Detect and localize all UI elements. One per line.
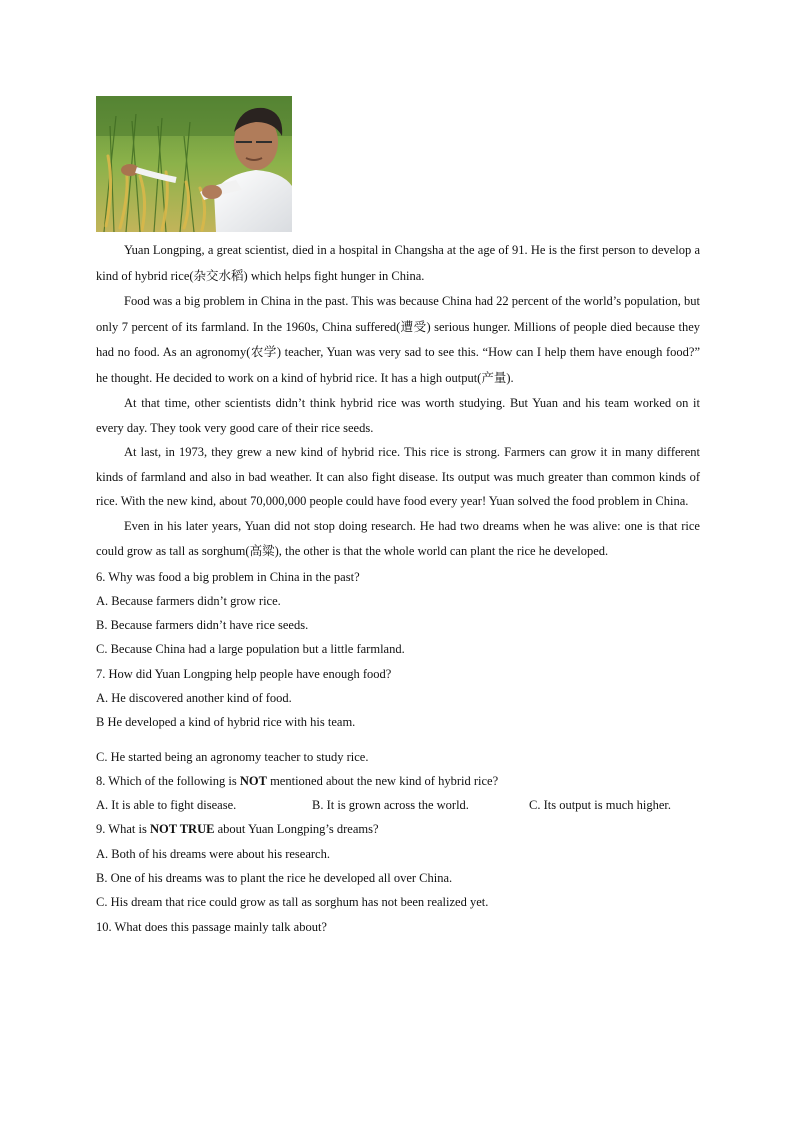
- answer-option: B. It is grown across the world.: [312, 798, 469, 813]
- answer-option: A. Both of his dreams were about his research.: [96, 846, 330, 861]
- spacer: [96, 735, 700, 745]
- question-stem: 6. Why was food a big problem in China in the past?: [96, 569, 360, 584]
- question-stem-text: about Yuan Longping’s dreams?: [214, 822, 379, 837]
- question-stem-text: 9. What is: [96, 822, 150, 837]
- answer-option: A. It is able to fight disease.: [96, 798, 237, 813]
- answer-option: C. His dream that rice could grow as tall as sorghum has not been realized yet.: [96, 895, 489, 910]
- question-stem: [96, 817, 700, 841]
- answer-option: B. One of his dreams was to plant the rice he developed all over China.: [96, 871, 453, 886]
- passage-paragraph: Even in his later years, Yuan did not stop doing research. He had two dreams when he was alive: one is that rice could grow as tall as sorghum(高粱), the other is that the whole world can plant the rice he developed.: [96, 518, 700, 558]
- passage-paragraph: Food was a big problem in China in the past. This was because China had 22 percent of the world’s population, but only 7 percent of its farmland. In the 1960s, China suffered(遭受) serious hunger. Millions of people died because they had no food. As an agronomy(农学) teacher, Yuan was very sad to see this. “How can I help them have enough food?” he thought. He decided to work on a kind of hybrid rice. It has a high output(产量).: [96, 294, 700, 385]
- answer-option: C. Its output is much higher.: [529, 798, 672, 813]
- question-emphasis: NOT TRUE: [149, 822, 215, 837]
- answer-option: A. Because farmers didn’t grow rice.: [96, 593, 281, 608]
- answer-option: B He developed a kind of hybrid rice with his team.: [96, 715, 356, 730]
- passage-and-questions: [96, 238, 700, 939]
- passage-paragraph: At last, in 1973, they grew a new kind of hybrid rice. This rice is strong. Farmers can grow it in many different kinds of farmland and also in bad weather. It can also fight disease. Its output was much greater than common kinds of rice. With the new kind, about 70,000,000 people could have food every year! Yuan solved the food problem in China.: [96, 445, 700, 508]
- answer-option: A. He discovered another kind of food.: [96, 690, 292, 705]
- question-stem: [96, 769, 700, 793]
- answer-option: C. He started being an agronomy teacher to study rice.: [96, 749, 369, 764]
- question-stem: 7. How did Yuan Longping help people have enough food?: [96, 666, 392, 681]
- rice-field-portrait-image: [96, 96, 292, 232]
- answer-option: C. Because China had a large population but a little farmland.: [96, 642, 405, 657]
- question-stem: 10. What does this passage mainly talk about?: [96, 919, 327, 934]
- question-stem-text: mentioned about the new kind of hybrid rice?: [266, 773, 499, 788]
- answer-option: B. Because farmers didn’t have rice seeds.: [96, 618, 309, 633]
- question-emphasis: NOT: [239, 773, 267, 788]
- yuan-longping-photo: [96, 96, 292, 232]
- answer-options-row: [96, 793, 700, 817]
- passage-paragraph: At that time, other scientists didn’t think hybrid rice was worth studying. But Yuan and his team worked on it every day. They took very good care of their rice seeds.: [96, 396, 700, 435]
- passage-paragraph: Yuan Longping, a great scientist, died in a hospital in Changsha at the age of 91. He is the first person to develop a kind of hybrid rice(杂交水稻) which helps fight hunger in China.: [96, 243, 700, 283]
- question-stem-text: 8. Which of the following is: [96, 773, 240, 788]
